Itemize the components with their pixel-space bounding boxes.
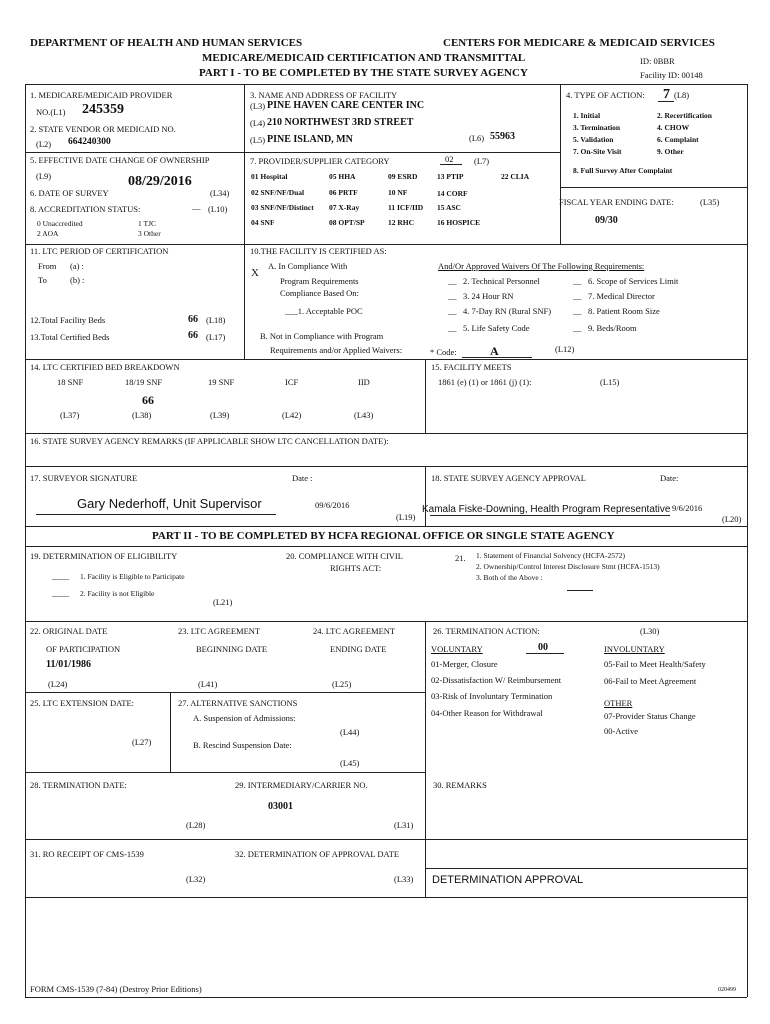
- agency-date: 9/6/2016: [672, 503, 703, 513]
- original-date: 11/01/1986: [46, 659, 92, 670]
- bed-18-19-snf: 66: [142, 393, 154, 407]
- sanctions-label: 27. ALTERNATIVE SANCTIONS: [178, 698, 298, 708]
- survey-date-label: 6. DATE OF SURVEY: [30, 188, 109, 198]
- fiscal-year-label: FISCAL YEAR ENDING DATE:: [559, 197, 674, 207]
- facility-label: 3. NAME AND ADDRESS OF FACILITY: [250, 90, 398, 100]
- certified-beds: 66: [188, 330, 198, 341]
- agency-signature: Kamala Fiske-Downing, Health Program Representative: [422, 504, 671, 515]
- action-value: 7: [663, 87, 670, 102]
- provider-no: 245359: [82, 102, 124, 117]
- facility-id: Facility ID: 00148: [640, 70, 703, 80]
- form-title: MEDICARE/MEDICAID CERTIFICATION AND TRANSMITTAL: [202, 52, 526, 64]
- category-label: 7. PROVIDER/SUPPLIER CATEGORY: [250, 156, 390, 166]
- original-date-label: 22. ORIGINAL DATE: [30, 626, 108, 636]
- part2-title: PART II - TO BE COMPLETED BY HCFA REGIONAL OFFICE OR SINGLE STATE AGENCY: [152, 530, 615, 542]
- determination-approval: DETERMINATION APPROVAL: [432, 874, 584, 886]
- total-beds: 66: [188, 314, 198, 325]
- facility-name: PINE HAVEN CARE CENTER INC: [267, 100, 425, 111]
- effective-date-label: 5. EFFECTIVE DATE CHANGE OF OWNERSHIP: [30, 155, 210, 165]
- action-label: 4. TYPE OF ACTION:: [566, 90, 645, 100]
- dept-header: DEPARTMENT OF HEALTH AND HUMAN SERVICES: [30, 37, 303, 49]
- form-footer: FORM CMS-1539 (7-84) (Destroy Prior Editions): [30, 984, 202, 994]
- total-beds-label: 12.Total Facility Beds: [30, 315, 106, 325]
- vendor-label: 2. STATE VENDOR OR MEDICAID NO.: [30, 124, 176, 134]
- form-id: ID: 0BBR: [640, 56, 675, 66]
- provider-no-label: NO.(L1): [36, 107, 66, 117]
- facility-city: PINE ISLAND, MN: [267, 134, 353, 145]
- fiscal-year-value: 09/30: [595, 215, 618, 226]
- facility-street: 210 NORTHWEST 3RD STREET: [267, 117, 414, 128]
- ltc-end-label: 24. LTC AGREEMENT: [313, 626, 396, 636]
- carrier-no: 03001: [268, 801, 293, 812]
- certified-beds-label: 13.Total Certified Beds: [30, 332, 110, 342]
- compliance-check: X: [251, 267, 259, 279]
- remarks-label: 16. STATE SURVEY AGENCY REMARKS (IF APPLICABLE SHOW LTC CANCELLATION DATE):: [30, 436, 389, 446]
- ltc-period-label: 11. LTC PERIOD OF CERTIFICATION: [30, 246, 169, 256]
- ltc-begin-label: 23. LTC AGREEMENT: [178, 626, 261, 636]
- termination-action-label: 26. TERMINATION ACTION:: [433, 626, 540, 636]
- part1-title: PART I - TO BE COMPLETED BY THE STATE SURVEY AGENCY: [199, 67, 528, 79]
- provider-label: 1. MEDICARE/MEDICAID PROVIDER: [30, 90, 173, 100]
- vendor-code: (L2): [36, 139, 52, 149]
- approval-date-label: 32. DETERMINATION OF APPROVAL DATE: [235, 849, 400, 859]
- category-value: 02: [445, 154, 454, 164]
- accreditation-label: 8. ACCREDITATION STATUS:: [30, 204, 141, 214]
- form-number: 020499: [718, 987, 736, 993]
- effective-date: 08/29/2016: [128, 174, 192, 189]
- eligibility-label: 19. DETERMINATION OF ELIGIBILITY: [30, 551, 178, 561]
- ro-receipt-label: 31. RO RECEIPT OF CMS-1539: [30, 849, 144, 859]
- termination-date-label: 28. TERMINATION DATE:: [30, 780, 127, 790]
- vendor-no: 664240300: [68, 137, 111, 147]
- surveyor-signature-label: 17. SURVEYOR SIGNATURE: [30, 473, 138, 483]
- carrier-no-label: 29. INTERMEDIARY/CARRIER NO.: [235, 780, 368, 790]
- agency-approval-label: 18. STATE SURVEY AGENCY APPROVAL: [431, 473, 586, 483]
- cms-header: CENTERS FOR MEDICARE & MEDICAID SERVICES: [443, 37, 715, 49]
- voluntary-value: 00: [538, 642, 548, 653]
- certified-as-label: 10.THE FACILITY IS CERTIFIED AS:: [250, 246, 387, 256]
- code-value: A: [490, 344, 499, 358]
- civil-rights-label: 20. COMPLIANCE WITH CIVIL: [286, 551, 403, 561]
- facility-zip: 55963: [490, 131, 515, 142]
- waivers-label: And/Or Approved Waivers Of The Following Requirements:: [438, 261, 645, 271]
- surveyor-date: 09/6/2016: [315, 500, 350, 510]
- extension-date-label: 25. LTC EXTENSION DATE:: [30, 698, 135, 708]
- remarks-30-label: 30. REMARKS: [433, 780, 487, 790]
- surveyor-signature: Gary Nederhoff, Unit Supervisor: [77, 496, 262, 511]
- bed-breakdown-label: 14. LTC CERTIFIED BED BREAKDOWN: [30, 362, 180, 372]
- facility-meets-label: 15. FACILITY MEETS: [431, 362, 512, 372]
